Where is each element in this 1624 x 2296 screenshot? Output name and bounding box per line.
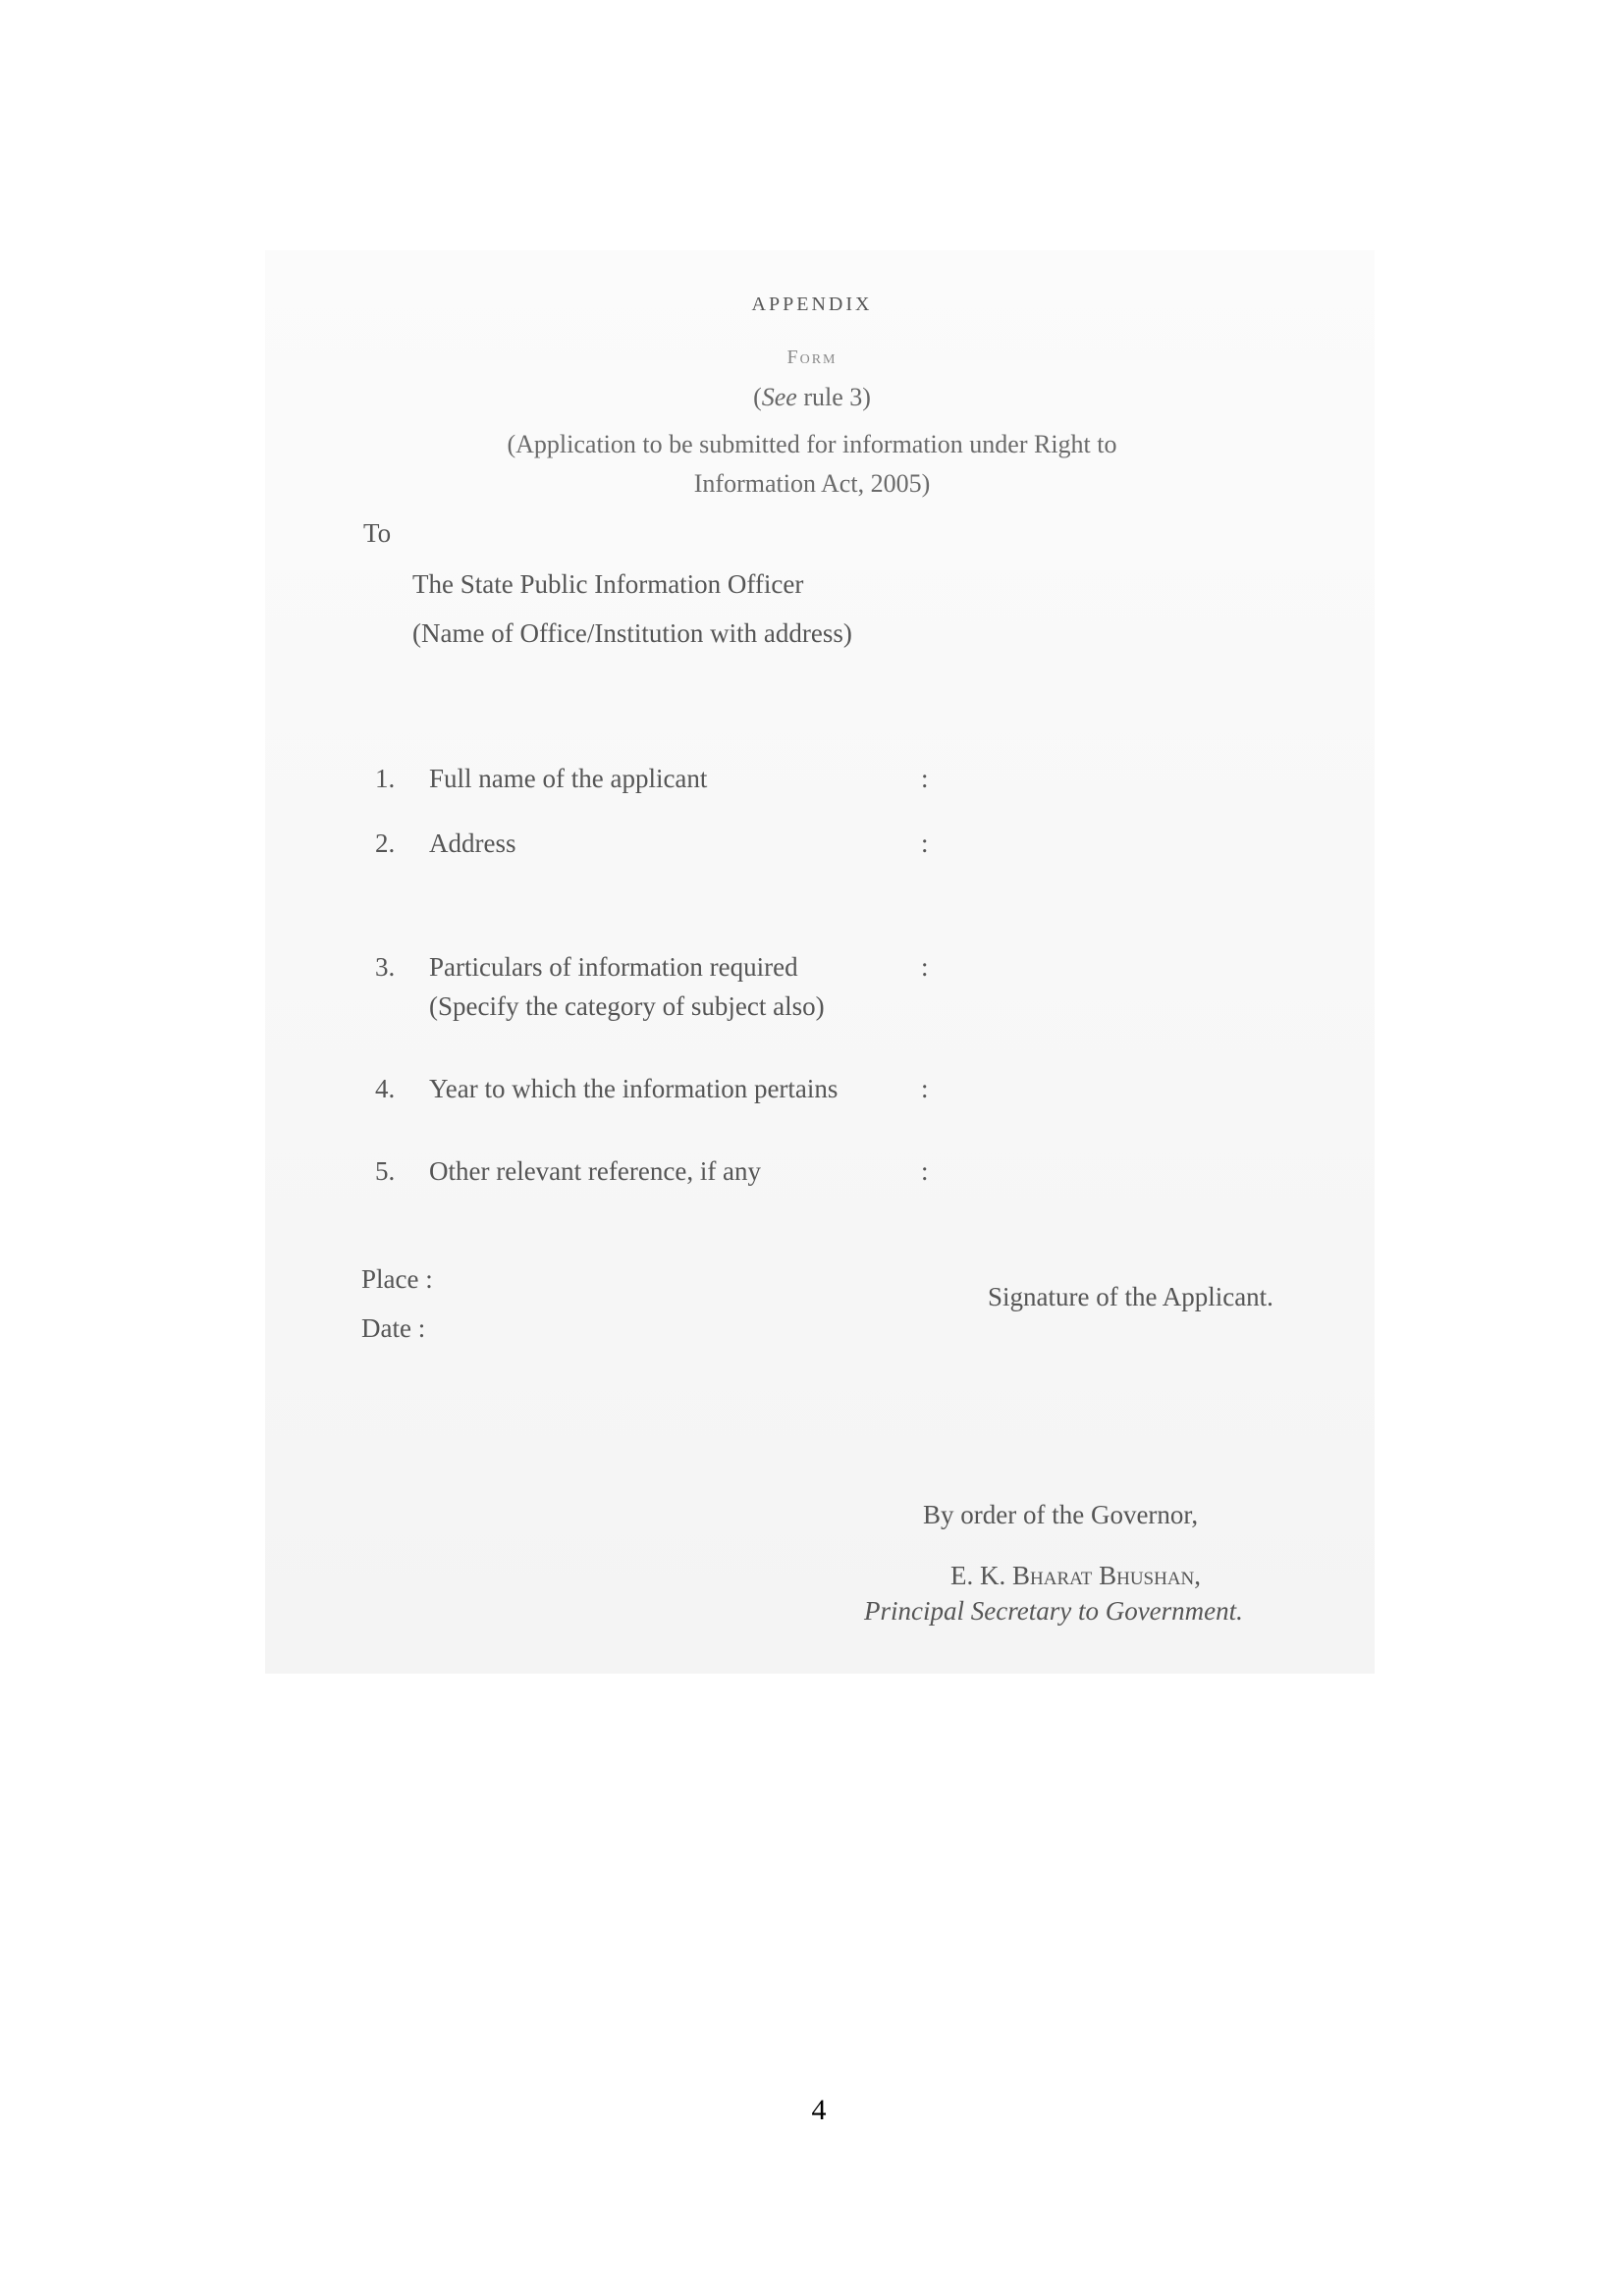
field-colon: :: [921, 828, 929, 858]
addressee-line2: (Name of Office/Institution with address): [412, 618, 852, 648]
date-label: Date :: [361, 1313, 426, 1343]
field-colon: :: [921, 1156, 929, 1186]
addressee-line1: The State Public Information Officer: [412, 569, 804, 599]
field-colon: :: [921, 952, 929, 982]
field-label-year: Year to which the information pertains: [429, 1074, 839, 1103]
rule-open: (: [753, 383, 762, 411]
form-heading: Form: [786, 347, 838, 368]
signature-label: Signature of the Applicant.: [988, 1282, 1273, 1311]
by-order-line: By order of the Governor,: [923, 1500, 1199, 1529]
form-subtitle-line2: Information Act, 2005): [693, 469, 931, 498]
field-label-address: Address: [429, 828, 516, 858]
signatory-name: E. K. Bharat Bhushan,: [950, 1561, 1202, 1590]
rule-reference: [753, 385, 871, 410]
field-colon: :: [921, 764, 929, 793]
field-number: 2.: [375, 828, 396, 858]
appendix-heading: APPENDIX: [751, 294, 873, 315]
field-label-particulars: Particulars of information required: [429, 952, 798, 982]
place-label: Place :: [361, 1264, 433, 1294]
field-colon: :: [921, 1074, 929, 1103]
to-label: To: [363, 518, 392, 548]
field-sublabel-particulars: (Specify the category of subject also): [429, 991, 825, 1021]
field-label-other-reference: Other relevant reference, if any: [429, 1156, 762, 1186]
field-number: 4.: [375, 1074, 396, 1103]
page-number: 4: [811, 2094, 827, 2126]
rule-see: See: [761, 383, 797, 411]
form-subtitle-line1: (Application to be submitted for information under Right to: [507, 430, 1117, 458]
signatory-designation: Principal Secretary to Government.: [864, 1596, 1243, 1626]
field-number: 1.: [375, 764, 396, 793]
field-number: 3.: [375, 952, 396, 982]
rule-rest: rule 3): [796, 383, 871, 411]
field-number: 5.: [375, 1156, 396, 1186]
field-label-full-name: Full name of the applicant: [429, 764, 708, 793]
